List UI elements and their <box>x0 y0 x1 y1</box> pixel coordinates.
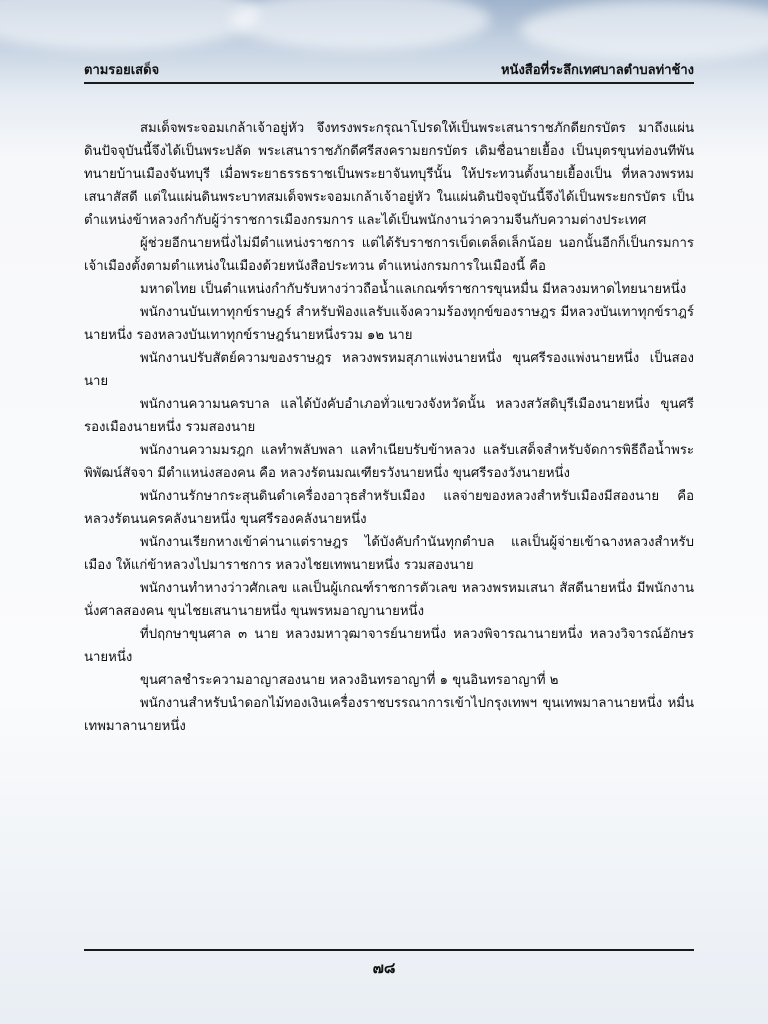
page-header <box>84 62 694 84</box>
background-cloud <box>230 0 490 50</box>
background-cloud <box>520 0 768 60</box>
paragraph: พนักงานความนครบาล แลได้บังคับอำเภอทั่วแขวงจังหวัดนั้น หลวงสวัสดิบุรีเมืองนายหนึ่ง ขุนศรีรองเมืองนายหนึ่ง รวมสองนาย <box>84 397 694 435</box>
paragraph: ผู้ช่วยอีกนายหนึ่งไม่มีตำแหน่งราชการ แต่ได้รับราชการเบ็ดเตล็ดเล็กน้อย นอกนั้นอีกก็เป็นกรมการเจ้าเมืองตั้งตามตำแหน่งในเมืองด้วยหนังสือประทวน ตำแหน่งกรมการในเมืองนี้ คือ <box>84 236 694 274</box>
paragraph: พนักงานสำหรับนำดอกไม้ทองเงินเครื่องราชบรรณาการเข้าไปกรุงเทพฯ ขุนเทพมาลานายหนึ่ง หมื่นเทพมาลานายหนึ่ง <box>84 696 694 734</box>
header-left-title: ตามรอยเสด็จ <box>84 63 160 78</box>
background-cloud <box>0 0 260 50</box>
paragraph: ขุนศาลชำระความอาญาสองนาย หลวงอินทรอาญาที่ ๑ ขุนอินทรอาญาที่ ๒ <box>140 673 559 688</box>
document-body <box>84 117 694 738</box>
paragraph: มหาดไทย เป็นตำแหน่งกำกับรับหางว่าวถือน้ำแลเกณฑ์ราชการขุนหมื่น มีหลวงมหาดไทยนายหนึ่ง <box>140 282 687 297</box>
paragraph: ที่ปฤกษาขุนศาล ๓ นาย หลวงมหาวุฒาจารย์นายหนึ่ง หลวงพิจารณานายหนึ่ง หลวงวิจารณ์อักษรนายหนึ่ง <box>84 627 694 665</box>
paragraph: พนักงานบันเทาทุกข์ราษฎร์ สำหรับฟ้องแลรับแจ้งความร้องทุกข์ของราษฎร มีหลวงบันเทาทุกข์ราฎร์นายหนึ่ง รองหลวงบันเทาทุกข์ราษฎร์นายหนึ่งรวม ๑๒ นาย <box>84 305 694 343</box>
footer-divider <box>84 949 694 951</box>
paragraph: พนักงานความมรฎก แลทำพลับพลา แลทำเนียบรับข้าหลวง แลรับเสด็จสำหรับจัดการพิธีถือน้ำพระพิพัฒน์สัจจา มีตำแหน่งสองคน คือ หลวงรัตนมณเฑียรวังนายหนึ่ง ขุนศรีรองวังนายหนึ่ง <box>84 443 694 481</box>
paragraph: พนักงานรักษากระสุนดินดำเครื่องอาวุธสำหรับเมือง แลจ่ายของหลวงสำหรับเมืองมีสองนาย คือ หลวงรัตนนครคลังนายหนึ่ง ขุนศรีรองคลังนายหนึ่ง <box>84 489 694 527</box>
header-right-title: หนังสือที่ระลึกเทศบาลตำบลท่าช้าง <box>500 63 694 78</box>
paragraph: พนักงานเรียกหางเข้าค่านาแต่ราษฎร ได้บังคับกำนันทุกตำบล แลเป็นผู้จ่ายเข้าฉางหลวงสำหรับเมือง ให้แก่ข้าหลวงไปมาราชการ หลวงไชยเทพนายหนึ่ง รวมสองนาย <box>84 535 694 573</box>
paragraph: พนักงานปรับสัตย์ความของราษฎร หลวงพรหมสุภาแพ่งนายหนึ่ง ขุนศรีรองแพ่งนายหนึ่ง เป็นสองนาย <box>84 351 694 389</box>
page-number: ๗๘ <box>372 959 396 977</box>
paragraph: สมเด็จพระจอมเกล้าเจ้าอยู่หัว จึงทรงพระกรุณาโปรดให้เป็นพระเสนาราชภักดียกรบัตร มาถึงแผ่นดินปัจจุบันนี้จึงได้เป็นพระปลัด พระเสนาราชภักดีศรีสงครามยกรบัตร เดิมชื่อนายเยื้อง เป็นบุตรขุนท่องนทีพันทนายบ้านเมืองจันทบุรี เมื่อพระยาธรรธราชเป็นพระยาจันทบุรีนั้น ให้ประทวนตั้งนายเยื้องเป็น ที่หลวงพรหมเสนาสัสดี แต่ในแผ่นดินพระบาทสมเด็จพระจอมเกล้าเจ้าอยู่หัว ในแผ่นดินปัจจุบันนี้จึงได้เป็นพระยกรบัตร เป็นตำแหน่งข้าหลวงกำกับผู้ว่าราชการเมืองกรมการ และได้เป็นพนักงานว่าความจีนกับความต่างประเทศ <box>84 121 694 228</box>
paragraph: พนักงานทำหางว่าวศักเลข แลเป็นผู้เกณฑ์ราชการตัวเลข หลวงพรหมเสนา สัสดีนายหนึ่ง มีพนักงานนั่งศาลสองคน ขุนไชยเสนานายหนึ่ง ขุนพรหมอาญานายหนึ่ง <box>84 581 694 619</box>
